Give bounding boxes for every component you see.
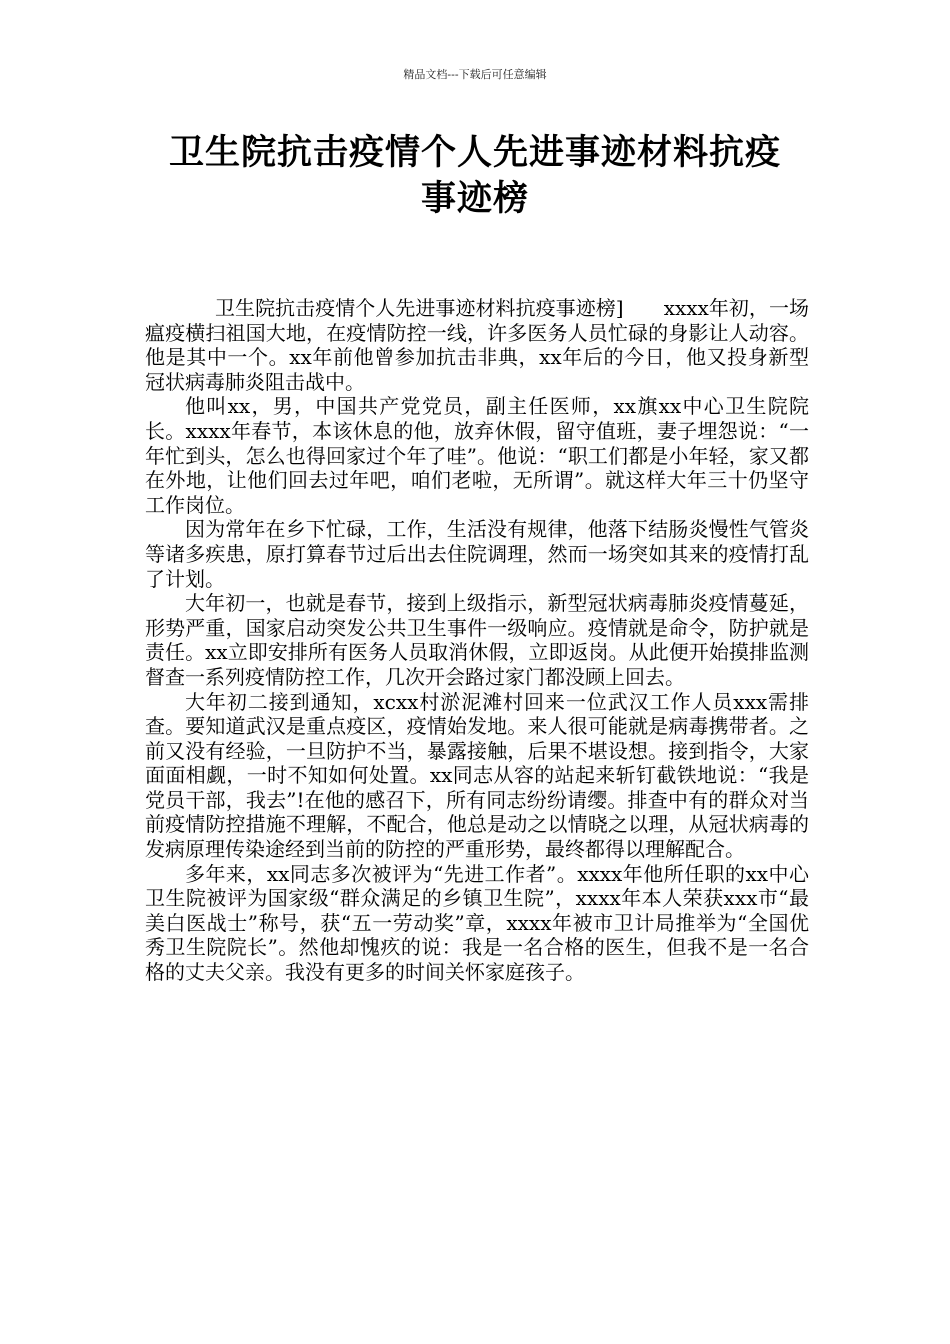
paragraph-4: 大年初一，也就是春节，接到上级指示，新型冠状病毒肺炎疫情蔓延，形势严重，国家启动突发公共卫生事件一级响应。疫情就是命令，防护就是责任。xx立即安排所有医务人员取消休假，立即返岗。从此便开始摸排监测督查一系列疫情防控工作，几次开会路过家门都没顾上回去。 [145,591,809,689]
paragraph-5: 大年初二接到通知，xcxx村淤泥滩村回来一位武汉工作人员xxx需排查。要知道武汉是重点疫区，疫情始发地。来人很可能就是病毒携带者。之前又没有经验，一旦防护不当，暴露接触，后果不堪设想。接到指令，大家面面相觑，一时不知如何处置。xx同志从容的站起来斩钉截铁地说：“我是党员干部，我去”!在他的感召下，所有同志纷纷请缨。排查中有的群众对当前疫情防控措施不理解，不配合，他总是动之以情晓之以理，从冠状病毒的发病原理传染途经到当前的防控的严重形势，最终都得以理解配合。 [145,689,809,862]
document-title [130,130,820,222]
paragraph-2: 他叫xx，男，中国共产党党员，副主任医师，xx旗xx中心卫生院院长。xxxx年春节，本该休息的他，放弃休假，留守值班，妻子埋怨说：“一年忙到头，怎么也得回家过个年了哇”。他说：“职工们都是小年轻，家又都在外地，让他们回去过年吧，咱们老啦，无所谓”。就这样大年三十仍坚守工作岗位。 [145,394,809,517]
paragraph-1: 卫生院抗击疫情个人先进事迹材料抗疫事迹榜] xxxx年初，一场瘟疫横扫祖国大地，在疫情防控一线，许多医务人员忙碌的身影让人动容。他是其中一个。xx年前他曾参加抗击非典，xx年后的今日，他又投身新型冠状病毒肺炎阻击战中。 [145,296,809,394]
document-title-line-1: 卫生院抗击疫情个人先进事迹材料抗疫 [168,133,781,173]
document-title-line-2: 事迹榜 [420,179,529,219]
paragraph-3: 因为常年在乡下忙碌，工作，生活没有规律，他落下结肠炎慢性气管炎等诸多疾患，原打算春节过后出去住院调理，然而一场突如其来的疫情打乱了计划。 [145,517,809,591]
document-body [145,296,809,985]
header-note: 精品文档---下载后可任意编辑 [403,68,547,81]
paragraph-6: 多年来，xx同志多次被评为“先进工作者”。xxxx年他所任职的xx中心卫生院被评为国家级“群众满足的乡镇卫生院”，xxxx年本人荣获xxx市“最美白医战士”称号，获“五一劳动奖”章，xxxx年被市卫计局推举为“全国优秀卫生院院长”。然他却愧疚的说：我是一名合格的医生，但我不是一名合格的丈夫父亲。我没有更多的时间关怀家庭孩子。 [145,861,809,985]
